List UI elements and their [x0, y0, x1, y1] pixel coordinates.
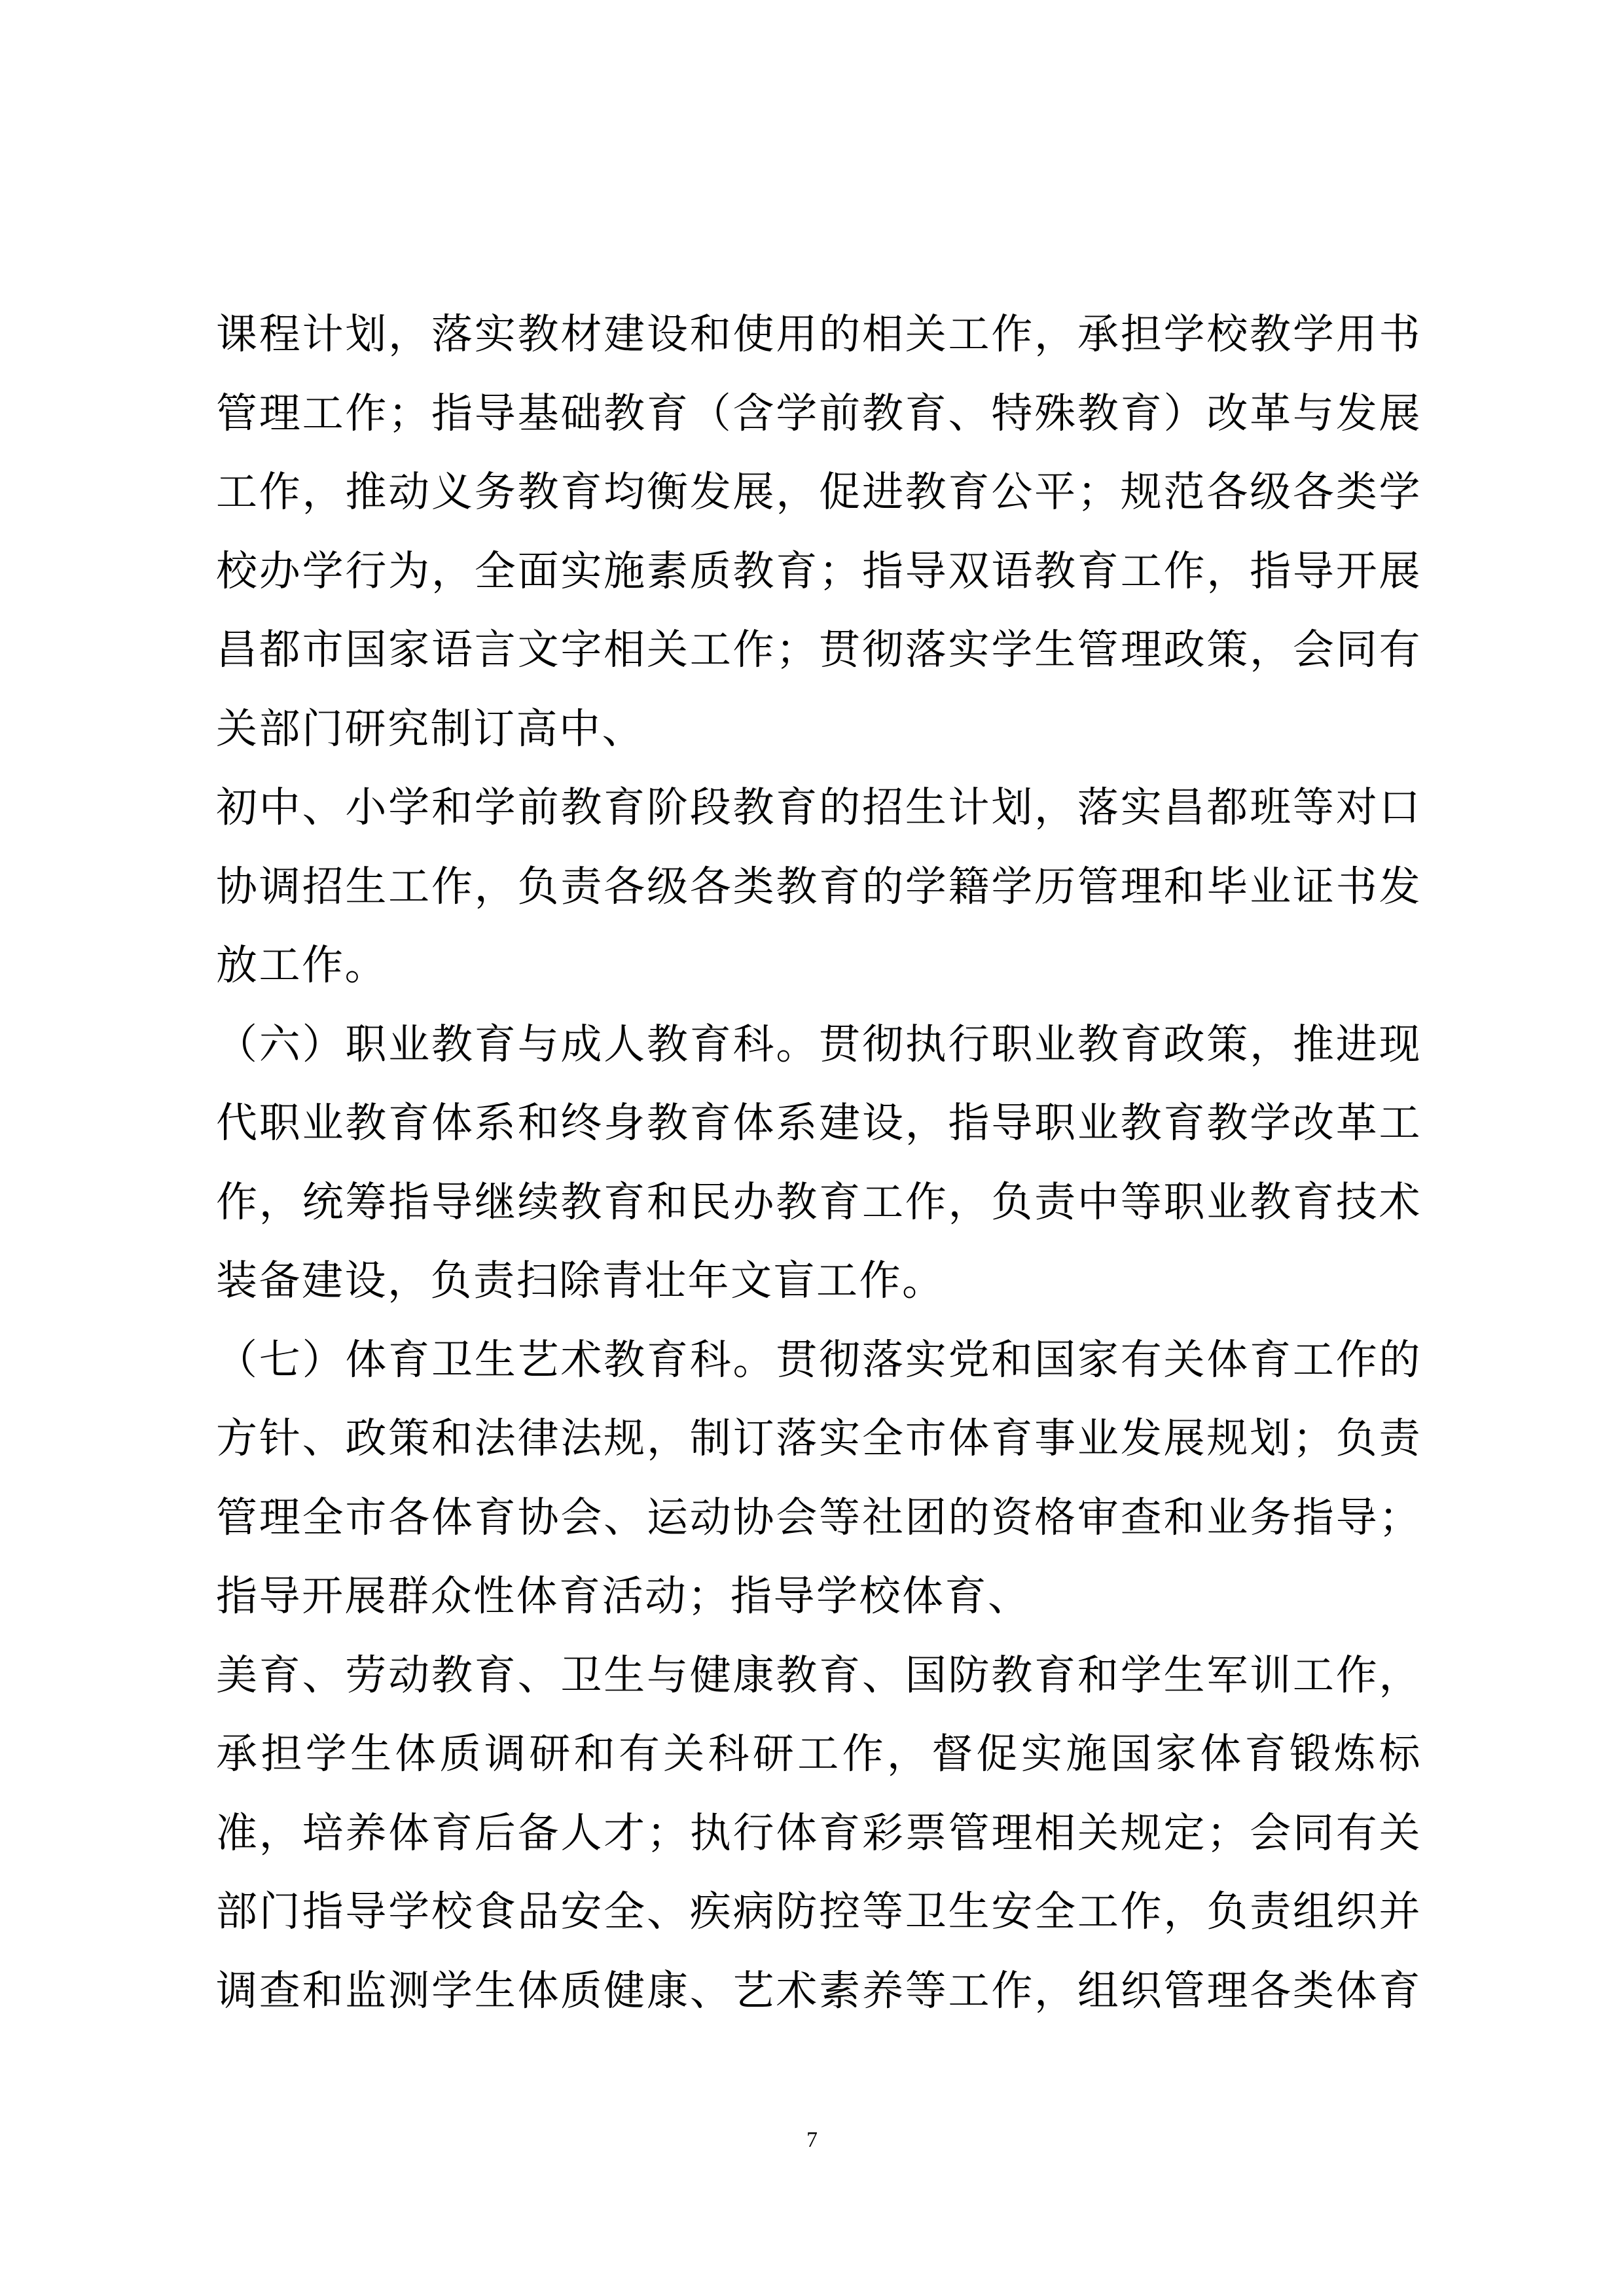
text-line: 昌都市国家语言文字相关工作；贯彻落实学生管理政策，会同有 — [216, 627, 1422, 673]
text-line: 校办学行为，全面实施素质教育；指导双语教育工作，指导开展 — [216, 548, 1422, 594]
text-line: 工作，推动义务教育均衡发展，促进教育公平；规范各级各类学 — [216, 469, 1422, 515]
text-line: 指导开展群众性体育活动；指导学校体育、 — [216, 1573, 1031, 1619]
text-line: 课程计划，落实教材建设和使用的相关工作，承担学校教学用书 — [216, 312, 1422, 357]
text-line: 协调招生工作，负责各级各类教育的学籍学历管理和毕业证书发 — [216, 863, 1422, 910]
text-line: 初中、小学和学前教育阶段教育的招生计划，落实昌都班等对口 — [216, 785, 1422, 831]
text-line: 承担学生体质调研和有关科研工作，督促实施国家体育锻炼标 — [216, 1731, 1422, 1777]
text-line: 管理全市各体育协会、运动协会等社团的资格审查和业务指导； — [216, 1494, 1422, 1541]
text-line: 装备建设，负责扫除青壮年文盲工作。 — [216, 1258, 945, 1304]
text-line: 关部门研究制订高中、 — [216, 706, 645, 752]
text-line: 美育、劳动教育、卫生与健康教育、国防教育和学生军训工作， — [216, 1652, 1422, 1698]
text-line: 方针、政策和法律法规，制订落实全市体育事业发展规划；负责 — [216, 1416, 1422, 1462]
text-line: 放工作。 — [216, 942, 388, 988]
body-text-block — [216, 295, 1422, 2030]
text-line: 调查和监测学生体质健康、艺术素养等工作，组织管理各类体育 — [216, 1967, 1422, 2014]
text-line: 作，统筹指导继续教育和民办教育工作，负责中等职业教育技术 — [216, 1179, 1422, 1225]
text-line: （六）职业教育与成人教育科。贯彻执行职业教育政策，推进现 — [216, 1021, 1422, 1067]
text-line: 准，培养体育后备人才；执行体育彩票管理相关规定；会同有关 — [216, 1810, 1422, 1856]
page-number: 7 — [806, 2128, 818, 2152]
text-line: （七）体育卫生艺术教育科。贯彻落实党和国家有关体育工作的 — [216, 1336, 1422, 1383]
text-line: 部门指导学校食品安全、疾病防控等卫生安全工作，负责组织并 — [216, 1889, 1422, 1935]
text-line: 代职业教育体系和终身教育体系建设，指导职业教育教学改革工 — [216, 1100, 1422, 1146]
text-line: 管理工作；指导基础教育（含学前教育、特殊教育）改革与发展 — [216, 390, 1422, 437]
